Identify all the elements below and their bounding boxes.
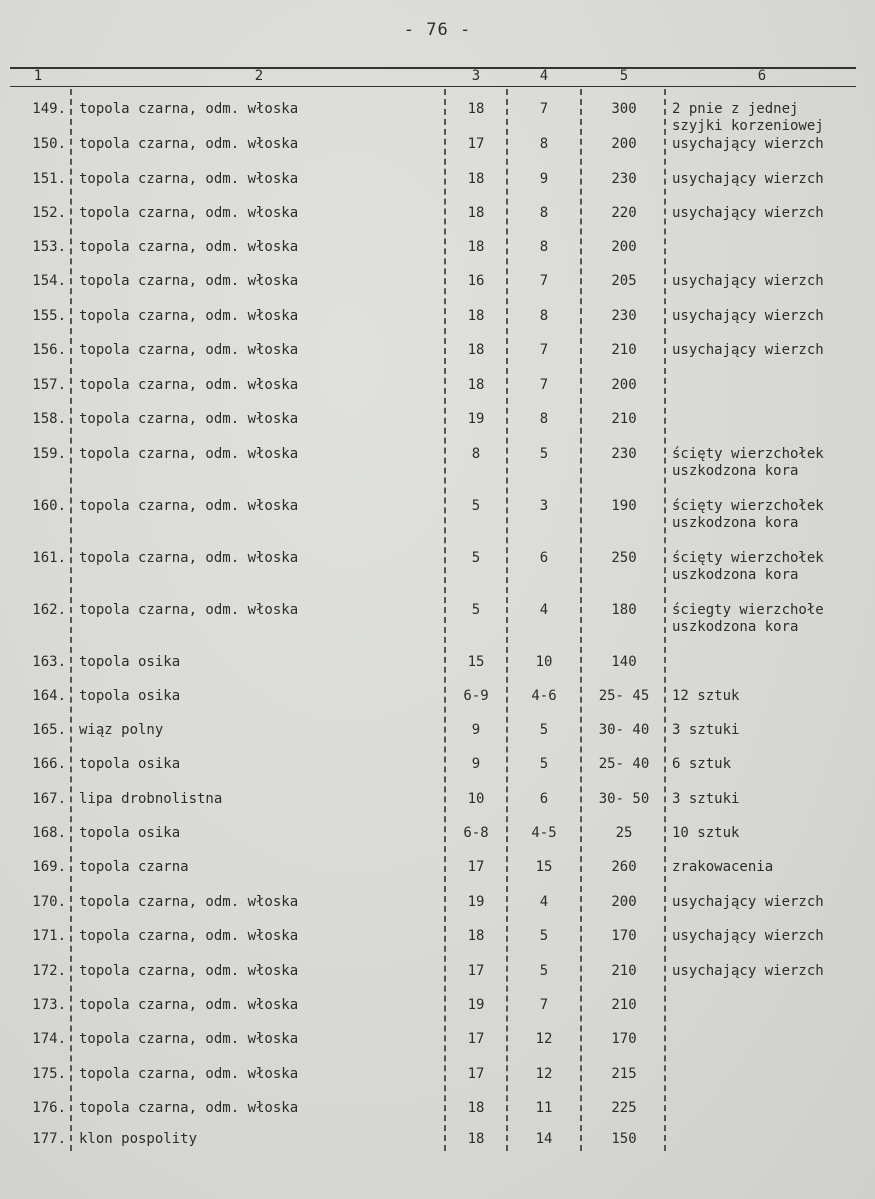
value-col-3: 18 — [467, 1100, 485, 1116]
value-col-5: 140 — [611, 654, 637, 670]
value-col-5: 150 — [611, 1131, 637, 1147]
tree-name: klon pospolity — [79, 1131, 198, 1147]
value-col-4: 3 — [539, 498, 549, 514]
value-col-3: 19 — [467, 997, 485, 1013]
table-row — [0, 756, 875, 776]
value-col-4: 7 — [539, 342, 549, 358]
tree-name: topola czarna, odm. włoska — [79, 239, 299, 255]
column-header-4: 4 — [539, 68, 549, 84]
value-col-4: 6 — [539, 791, 549, 807]
value-col-3: 9 — [471, 756, 481, 772]
remark-line: szyjki korzeniowej — [672, 118, 824, 134]
row-number: 171. — [32, 928, 66, 944]
row-number: 160. — [32, 498, 66, 514]
value-col-4: 4 — [539, 602, 549, 618]
row-number: 149. — [32, 101, 66, 117]
value-col-3: 6-8 — [463, 825, 489, 841]
value-col-4: 4-6 — [531, 688, 557, 704]
remark-line: usychający wierzch — [672, 171, 824, 187]
remarks — [672, 308, 872, 325]
remark-line: ściegty wierzchołe — [672, 602, 824, 618]
value-col-4: 5 — [539, 928, 549, 944]
table-row — [0, 171, 875, 191]
row-number: 154. — [32, 273, 66, 289]
tree-name: topola czarna, odm. włoska — [79, 1066, 299, 1082]
value-col-5: 180 — [611, 602, 637, 618]
value-col-3: 9 — [471, 722, 481, 738]
remark-line: usychający wierzch — [672, 205, 824, 221]
tree-name: topola czarna, odm. włoska — [79, 498, 299, 514]
value-col-3: 18 — [467, 101, 485, 117]
remark-line: 12 sztuk — [672, 688, 740, 704]
remark-line: 10 sztuk — [672, 825, 740, 841]
value-col-5: 250 — [611, 550, 637, 566]
table-row — [0, 894, 875, 914]
value-col-4: 12 — [535, 1031, 553, 1047]
value-col-4: 15 — [535, 859, 553, 875]
remarks — [672, 928, 872, 945]
value-col-3: 17 — [467, 963, 485, 979]
value-col-4: 7 — [539, 997, 549, 1013]
value-col-4: 9 — [539, 171, 549, 187]
row-number: 150. — [32, 136, 66, 152]
row-number: 174. — [32, 1031, 66, 1047]
remark-line: usychający wierzch — [672, 273, 824, 289]
value-col-3: 8 — [471, 446, 481, 462]
value-col-4: 5 — [539, 446, 549, 462]
remark-line: usychający wierzch — [672, 894, 824, 910]
column-header-6: 6 — [757, 68, 767, 84]
row-number: 156. — [32, 342, 66, 358]
table-row — [0, 963, 875, 983]
value-col-4: 7 — [539, 273, 549, 289]
value-col-3: 17 — [467, 859, 485, 875]
table-row — [0, 791, 875, 811]
tree-name: topola czarna, odm. włoska — [79, 171, 299, 187]
table-row — [0, 498, 875, 531]
value-col-4: 8 — [539, 239, 549, 255]
value-col-5: 170 — [611, 1031, 637, 1047]
value-col-4: 8 — [539, 136, 549, 152]
remark-line: uszkodzona kora — [672, 463, 799, 479]
value-col-5: 300 — [611, 101, 637, 117]
remark-line: usychający wierzch — [672, 928, 824, 944]
table-row — [0, 550, 875, 583]
remarks — [672, 171, 872, 188]
table-header — [0, 67, 875, 86]
table-row — [0, 1066, 875, 1086]
value-col-5: 210 — [611, 411, 637, 427]
remark-line: 6 sztuk — [672, 756, 732, 772]
row-number: 170. — [32, 894, 66, 910]
value-col-5: 225 — [611, 1100, 637, 1116]
value-col-5: 260 — [611, 859, 637, 875]
remark-line: ścięty wierzchołek — [672, 550, 824, 566]
value-col-4: 6 — [539, 550, 549, 566]
tree-name: topola czarna, odm. włoska — [79, 342, 299, 358]
value-col-5: 230 — [611, 446, 637, 462]
value-col-4: 4-5 — [531, 825, 557, 841]
tree-name: topola czarna, odm. włoska — [79, 550, 299, 566]
remarks — [672, 342, 872, 359]
remarks — [672, 498, 872, 532]
remark-line: usychający wierzch — [672, 308, 824, 324]
value-col-5: 170 — [611, 928, 637, 944]
table-row — [0, 273, 875, 293]
value-col-5: 210 — [611, 963, 637, 979]
remarks — [672, 446, 872, 480]
table-row — [0, 928, 875, 948]
value-col-4: 5 — [539, 722, 549, 738]
value-col-4: 14 — [535, 1131, 553, 1147]
table-row — [0, 101, 875, 134]
remark-line: uszkodzona kora — [672, 619, 799, 635]
table-row — [0, 722, 875, 742]
value-col-3: 18 — [467, 377, 485, 393]
value-col-5: 25 — [615, 825, 633, 841]
value-col-5: 190 — [611, 498, 637, 514]
row-number: 155. — [32, 308, 66, 324]
remarks — [672, 688, 872, 705]
table-row — [0, 1131, 875, 1151]
row-number: 153. — [32, 239, 66, 255]
tree-name: topola czarna, odm. włoska — [79, 205, 299, 221]
tree-name: topola czarna, odm. włoska — [79, 963, 299, 979]
value-col-5: 230 — [611, 308, 637, 324]
tree-name: wiąz polny — [79, 722, 164, 738]
value-col-5: 210 — [611, 997, 637, 1013]
tree-name: topola czarna, odm. włoska — [79, 602, 299, 618]
remark-line: 3 sztuki — [672, 722, 740, 738]
tree-name: topola czarna, odm. włoska — [79, 894, 299, 910]
value-col-4: 8 — [539, 308, 549, 324]
remarks — [672, 101, 872, 135]
remark-line: ścięty wierzchołek — [672, 446, 824, 462]
row-number: 151. — [32, 171, 66, 187]
remark-line: 3 sztuki — [672, 791, 740, 807]
remarks — [672, 825, 872, 842]
table-row — [0, 825, 875, 845]
column-header-1: 1 — [33, 68, 43, 84]
value-col-4: 10 — [535, 654, 553, 670]
value-col-4: 7 — [539, 377, 549, 393]
tree-name: topola czarna, odm. włoska — [79, 136, 299, 152]
remark-line: usychający wierzch — [672, 963, 824, 979]
row-number: 159. — [32, 446, 66, 462]
value-col-3: 15 — [467, 654, 485, 670]
tree-name: topola czarna, odm. włoska — [79, 377, 299, 393]
value-col-3: 18 — [467, 239, 485, 255]
remarks — [672, 205, 872, 222]
remarks — [672, 859, 872, 876]
tree-name: topola osika — [79, 688, 181, 704]
value-col-3: 18 — [467, 205, 485, 221]
row-number: 169. — [32, 859, 66, 875]
value-col-3: 16 — [467, 273, 485, 289]
value-col-5: 205 — [611, 273, 637, 289]
tree-name: lipa drobnolistna — [79, 791, 223, 807]
table-row — [0, 342, 875, 362]
value-col-3: 18 — [467, 928, 485, 944]
value-col-4: 12 — [535, 1066, 553, 1082]
tree-name: topola osika — [79, 756, 181, 772]
tree-name: topola czarna, odm. włoska — [79, 446, 299, 462]
remark-line: zrakowacenia — [672, 859, 774, 875]
table-row — [0, 1100, 875, 1120]
table-row — [0, 1031, 875, 1051]
value-col-3: 17 — [467, 1066, 485, 1082]
tree-name: topola czarna, odm. włoska — [79, 273, 299, 289]
row-number: 163. — [32, 654, 66, 670]
value-col-4: 7 — [539, 101, 549, 117]
table-row — [0, 859, 875, 879]
value-col-4: 4 — [539, 894, 549, 910]
value-col-5: 215 — [611, 1066, 637, 1082]
remarks — [672, 791, 872, 808]
row-number: 165. — [32, 722, 66, 738]
remark-line: 2 pnie z jednej — [672, 101, 799, 117]
value-col-5: 25- 45 — [598, 688, 650, 704]
tree-name: topola czarna, odm. włoska — [79, 928, 299, 944]
value-col-5: 25- 40 — [598, 756, 650, 772]
value-col-3: 6-9 — [463, 688, 489, 704]
row-number: 164. — [32, 688, 66, 704]
value-col-5: 210 — [611, 342, 637, 358]
value-col-3: 18 — [467, 308, 485, 324]
remark-line: uszkodzona kora — [672, 567, 799, 583]
remarks — [672, 602, 872, 636]
value-col-3: 19 — [467, 894, 485, 910]
table-row — [0, 688, 875, 708]
row-number: 158. — [32, 411, 66, 427]
row-number: 167. — [32, 791, 66, 807]
value-col-3: 5 — [471, 550, 481, 566]
value-col-5: 220 — [611, 205, 637, 221]
remarks — [672, 273, 872, 290]
row-number: 172. — [32, 963, 66, 979]
value-col-4: 5 — [539, 756, 549, 772]
remarks — [672, 963, 872, 980]
row-number: 152. — [32, 205, 66, 221]
remark-line: usychający wierzch — [672, 136, 824, 152]
remarks — [672, 136, 872, 153]
remarks — [672, 550, 872, 584]
value-col-3: 10 — [467, 791, 485, 807]
tree-name: topola osika — [79, 825, 181, 841]
row-number: 166. — [32, 756, 66, 772]
table-row — [0, 446, 875, 479]
value-col-4: 8 — [539, 205, 549, 221]
value-col-5: 30- 40 — [598, 722, 650, 738]
row-number: 161. — [32, 550, 66, 566]
value-col-3: 17 — [467, 136, 485, 152]
tree-name: topola czarna, odm. włoska — [79, 411, 299, 427]
value-col-3: 18 — [467, 1131, 485, 1147]
tree-name: topola czarna, odm. włoska — [79, 1100, 299, 1116]
table-row — [0, 205, 875, 225]
value-col-3: 18 — [467, 342, 485, 358]
table-row — [0, 602, 875, 635]
tree-name: topola osika — [79, 654, 181, 670]
value-col-4: 11 — [535, 1100, 553, 1116]
column-header-2: 2 — [254, 68, 264, 84]
value-col-3: 5 — [471, 498, 481, 514]
column-header-5: 5 — [619, 68, 629, 84]
tree-name: topola czarna — [79, 859, 189, 875]
value-col-3: 17 — [467, 1031, 485, 1047]
value-col-5: 200 — [611, 136, 637, 152]
row-number: 175. — [32, 1066, 66, 1082]
value-col-3: 19 — [467, 411, 485, 427]
table-row — [0, 997, 875, 1017]
row-number: 168. — [32, 825, 66, 841]
value-col-5: 200 — [611, 894, 637, 910]
remarks — [672, 894, 872, 911]
value-col-4: 5 — [539, 963, 549, 979]
remarks — [672, 756, 872, 773]
page-number: - 76 - — [403, 20, 472, 40]
value-col-4: 8 — [539, 411, 549, 427]
column-header-3: 3 — [471, 68, 481, 84]
table-row — [0, 377, 875, 397]
row-number: 176. — [32, 1100, 66, 1116]
remarks — [672, 722, 872, 739]
table-row — [0, 654, 875, 674]
remark-line: uszkodzona kora — [672, 515, 799, 531]
row-number: 157. — [32, 377, 66, 393]
tree-name: topola czarna, odm. włoska — [79, 101, 299, 117]
value-col-5: 230 — [611, 171, 637, 187]
table-row — [0, 239, 875, 259]
value-col-3: 5 — [471, 602, 481, 618]
table-row — [0, 136, 875, 156]
tree-name: topola czarna, odm. włoska — [79, 997, 299, 1013]
tree-name: topola czarna, odm. włoska — [79, 1031, 299, 1047]
row-number: 177. — [32, 1131, 66, 1147]
table-row — [0, 411, 875, 431]
tree-name: topola czarna, odm. włoska — [79, 308, 299, 324]
row-number: 173. — [32, 997, 66, 1013]
value-col-5: 200 — [611, 239, 637, 255]
value-col-3: 18 — [467, 171, 485, 187]
remark-line: usychający wierzch — [672, 342, 824, 358]
table-row — [0, 308, 875, 328]
value-col-5: 30- 50 — [598, 791, 650, 807]
remark-line: ścięty wierzchołek — [672, 498, 824, 514]
value-col-5: 200 — [611, 377, 637, 393]
row-number: 162. — [32, 602, 66, 618]
table-header-rule — [10, 86, 856, 87]
